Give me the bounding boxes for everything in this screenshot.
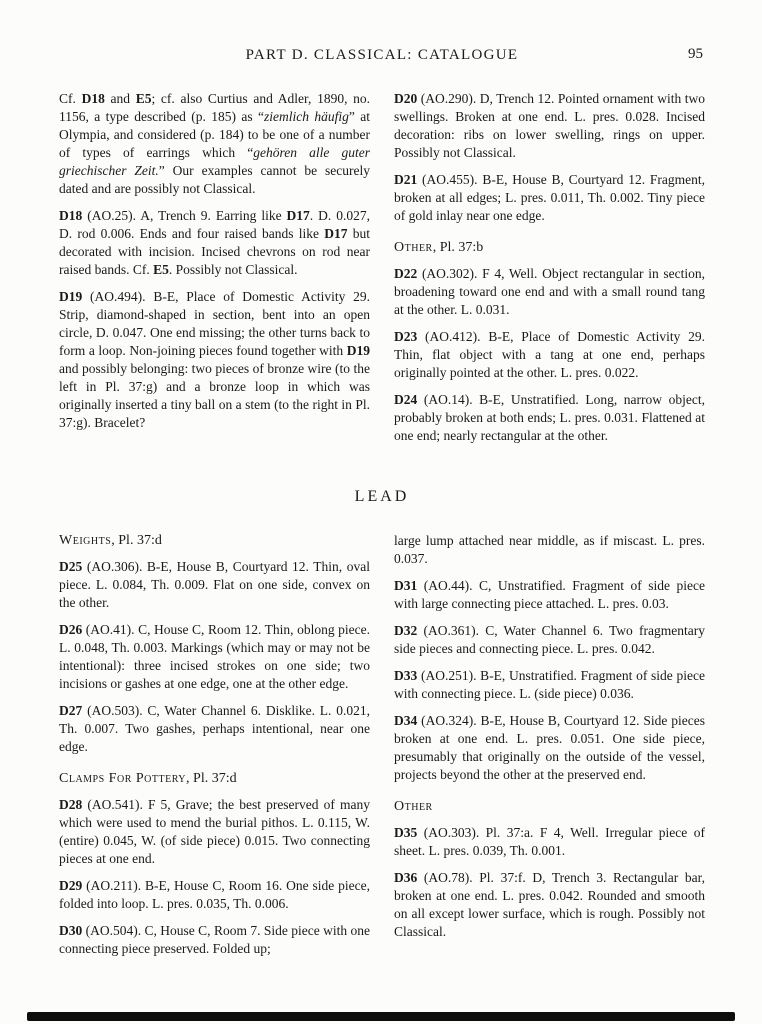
top-section <box>59 90 705 454</box>
catalogue-entry <box>59 558 370 612</box>
catalogue-number: D26 <box>59 622 83 637</box>
column-heading <box>59 770 370 788</box>
catalogue-entry <box>394 391 705 445</box>
text-run: large lump attached near middle, as if miscast. L. pres. 0.037. <box>394 533 705 566</box>
text-run: , Pl. 37:d <box>186 771 237 786</box>
scan-edge-artifact <box>27 1012 735 1021</box>
text-run: Cf. <box>59 91 82 106</box>
text-run: (AO.41). C, House C, Room 12. Thin, oblong piece. L. 0.048, Th. 0.003. Markings (which may or may not be intentional): three incised strokes on one side; two incisions or gashes at one edge, one at the other edge. <box>59 622 370 691</box>
catalogue-number: D31 <box>394 578 418 593</box>
catalogue-number: D19 <box>346 343 370 358</box>
catalogue-entry <box>394 171 705 225</box>
catalogue-entry <box>394 622 705 658</box>
catalogue-number: D29 <box>59 878 83 893</box>
text-run: Weights <box>59 533 112 548</box>
column-heading <box>59 532 370 550</box>
text-run: (AO.78). Pl. 37:f. D, Trench 3. Rectangular bar, broken at one end. L. pres. 0.042. Rounded and smooth on all except lower surface, which is rough. Possibly not Classical. <box>394 870 705 939</box>
catalogue-number: D24 <box>394 392 418 407</box>
bottom-section <box>59 532 705 967</box>
catalogue-number: D19 <box>59 289 83 304</box>
catalogue-number: D25 <box>59 559 83 574</box>
text-run: (AO.503). C, Water Channel 6. Disklike. L. 0.021, Th. 0.007. Two gashes, perhaps intentional, near one edge. <box>59 703 370 754</box>
catalogue-entry <box>59 922 370 958</box>
text-run: (AO.361). C, Water Channel 6. Two fragmentary side pieces and connecting piece. L. pres. 0.042. <box>394 623 705 656</box>
text-run: (AO.14). B-E, Unstratified. Long, narrow object, probably broken at both ends; L. pres. 0.031. Flattened at one end; nearly rectangular at the other. <box>394 392 705 443</box>
catalogue-entry <box>394 577 705 613</box>
catalogue-entry <box>59 796 370 868</box>
bottom-left-column <box>59 532 370 967</box>
text-run: gehören alle guter griechischer Zeit. <box>59 145 370 178</box>
catalogue-number: D32 <box>394 623 418 638</box>
catalogue-number: D30 <box>59 923 83 938</box>
catalogue-number: D27 <box>59 703 83 718</box>
catalogue-number: D28 <box>59 797 83 812</box>
catalogue-entry <box>394 265 705 319</box>
text-run: ziemlich häufig <box>264 109 349 124</box>
text-run: (AO.412). B-E, Place of Domestic Activity 29. Thin, flat object with a tang at one end, perhaps originally pointed at the other. L. pres. 0.022. <box>394 329 705 380</box>
column-heading <box>394 239 705 257</box>
text-run: Clamps For Pottery <box>59 771 187 786</box>
running-title: PART D. CLASSICAL: CATALOGUE <box>245 47 519 63</box>
text-run: . Possibly not Classical. <box>168 262 298 277</box>
text-run: (AO.290). D, Trench 12. Pointed ornament with two swellings. Broken at one end. L. pres. 0.028. Incised decoration: ribs on lower swelling, rings on upper. Possibly not Classical. <box>394 91 705 160</box>
text-run: , Pl. 37:b <box>432 240 484 255</box>
top-right-column <box>394 90 705 454</box>
text-run: (AO.306). B-E, House B, Courtyard 12. Thin, oval piece. L. 0.084, Th. 0.009. Flat on one side, convex on the other. <box>59 559 370 610</box>
page-number: 95 <box>688 46 703 62</box>
catalogue-entry <box>394 328 705 382</box>
catalogue-entry <box>394 532 705 568</box>
catalogue-entry <box>394 712 705 784</box>
catalogue-number: D34 <box>394 713 418 728</box>
text-run: (AO.44). C, Unstratified. Fragment of side piece with large connecting piece attached. L. pres. 0.03. <box>394 578 705 611</box>
text-run: (AO.25). A, Trench 9. Earring like <box>82 208 287 223</box>
text-run: , Pl. 37:d <box>111 533 162 548</box>
catalogue-number: E5 <box>135 91 152 106</box>
text-run: (AO.251). B-E, Unstratified. Fragment of side piece with connecting piece. L. (side piece) 0.036. <box>394 668 705 701</box>
catalogue-number: D18 <box>59 208 83 223</box>
catalogue-entry <box>59 877 370 913</box>
catalogue-number: D18 <box>81 91 105 106</box>
catalogue-entry <box>394 90 705 162</box>
top-left-column <box>59 90 370 454</box>
catalogue-number: D35 <box>394 825 418 840</box>
catalogue-entry <box>394 869 705 941</box>
catalogue-number: E5 <box>153 262 169 277</box>
text-run: (AO.494). B-E, Place of Domestic Activity 29. Strip, diamond-shaped in section, bent into an open circle, D. 0.047. One end missing; the other turns back to form a loop. Non-joining pieces found together with <box>59 289 370 358</box>
text-run: ” at Olympia, and considered (p. 184) to be one of a number of types of earrings which “ <box>59 109 370 160</box>
bottom-right-column <box>394 532 705 967</box>
catalogue-number: D22 <box>394 266 418 281</box>
text-run: and possibly belonging: two pieces of bronze wire (to the left in Pl. 37:g) and a bronze loop in which was originally inserted a tiny ball on a stem (to the right in Pl. 37:g). Bracelet? <box>59 361 370 430</box>
text-run: (AO.211). B-E, House C, Room 16. One side piece, folded into loop. L. pres. 0.035, Th. 0.006. <box>59 878 370 911</box>
text-run: (AO.303). Pl. 37:a. F 4, Well. Irregular piece of sheet. L. pres. 0.039, Th. 0.001. <box>394 825 705 858</box>
text-run: . D. 0.027, D. rod 0.006. Ends and four raised bands like <box>59 208 370 241</box>
catalogue-number: D17 <box>286 208 310 223</box>
text-run: Other <box>394 799 433 814</box>
text-run: (AO.302). F 4, Well. Object rectangular in section, broadening toward one end and with a small round tang at the other. L. 0.031. <box>394 266 705 317</box>
text-run: and <box>104 91 136 106</box>
text-run: (AO.541). F 5, Grave; the best preserved of many which were used to mend the burial pithos. L. 0.115, W. (entire) 0.045, W. (of side piece) 0.015. Two connecting pieces at one end. <box>59 797 370 866</box>
catalogue-number: D21 <box>394 172 418 187</box>
catalogue-number: D36 <box>394 870 418 885</box>
catalogue-entry <box>394 667 705 703</box>
text-run: (AO.504). C, House C, Room 7. Side piece with one connecting piece preserved. Folded up; <box>59 923 370 956</box>
catalogue-number: D17 <box>324 226 348 241</box>
page-header <box>59 46 705 64</box>
text-run: (AO.455). B-E, House B, Courtyard 12. Fragment, broken at all edges; L. pres. 0.011, Th. 0.002. Tiny piece of gold inlay near one edge. <box>394 172 705 223</box>
text-run: but decorated with incision. Incised chevrons on rod near raised bands. Cf. <box>59 226 370 277</box>
text-run: ; cf. also Curtius and Adler, 1890, no. 1156, a type described (p. 185) as “ <box>59 91 371 124</box>
section-heading-lead: LEAD <box>354 488 410 505</box>
text-run: Other <box>394 240 433 255</box>
catalogue-entry <box>59 207 370 279</box>
column-heading <box>394 798 705 816</box>
text-run: ” Our examples cannot be securely dated and are possibly not Classical. <box>59 163 371 196</box>
catalogue-entry <box>59 702 370 756</box>
catalogue-entry <box>59 288 370 432</box>
catalogue-entry <box>59 621 370 693</box>
catalogue-entry <box>394 824 705 860</box>
catalogue-number: D20 <box>394 91 418 106</box>
catalogue-entry <box>59 90 370 198</box>
catalogue-number: D23 <box>394 329 418 344</box>
catalogue-number: D33 <box>394 668 418 683</box>
text-run: (AO.324). B-E, House B, Courtyard 12. Side pieces broken at one end. L. pres. 0.051. One side piece, presumably that originally on the outside of the vessel, projects beyond the other at the preserved end. <box>394 713 705 782</box>
